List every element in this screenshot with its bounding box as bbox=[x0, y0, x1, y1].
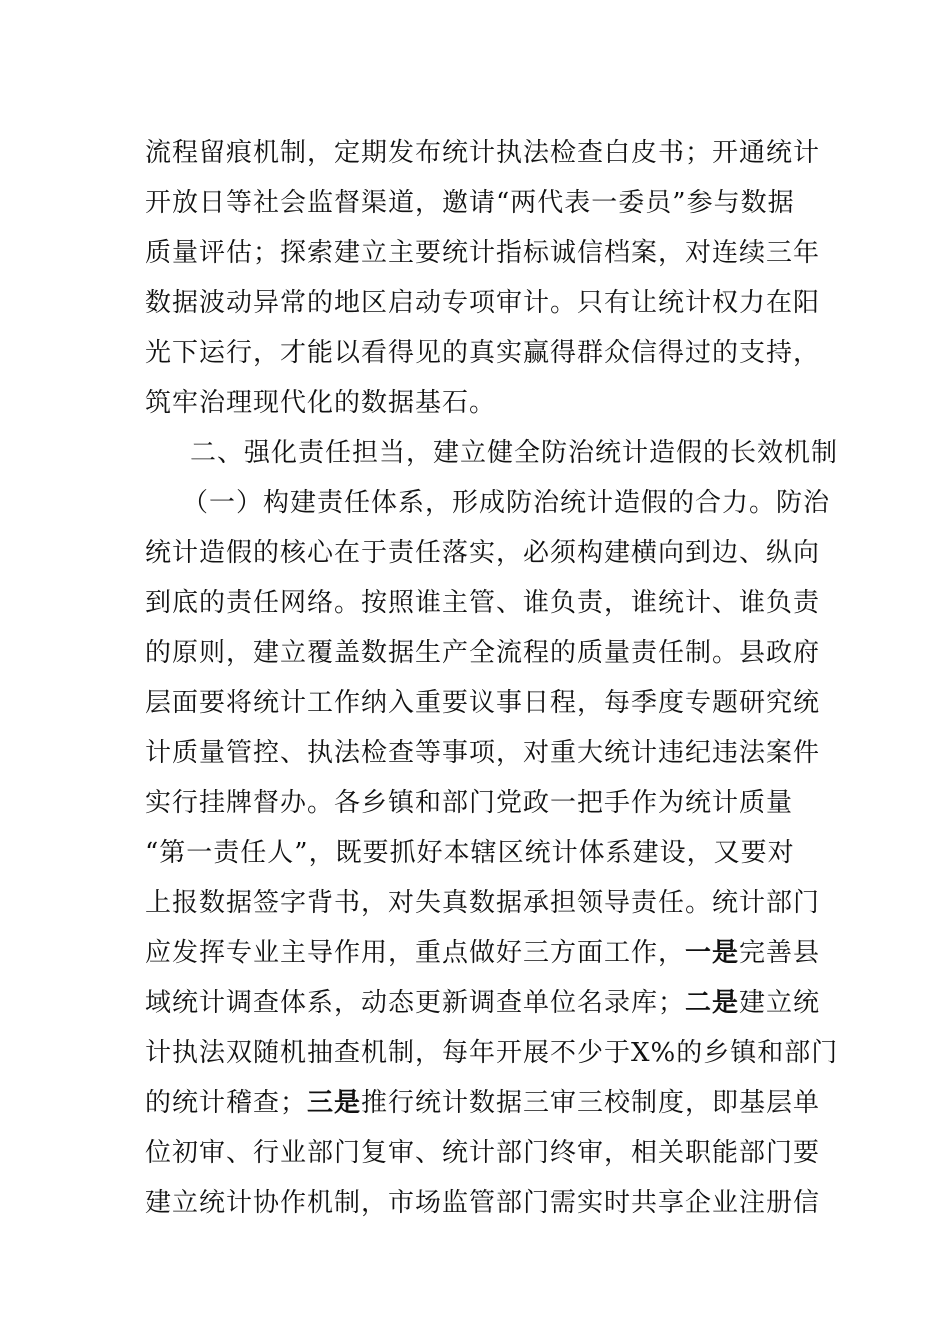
text-line: 质量评估；探索建立主要统计指标诚信档案，对连续三年 bbox=[145, 238, 821, 268]
text-line: 统计造假的核心在于责任落实，必须构建横向到边、纵向 bbox=[145, 538, 821, 568]
subsection-heading-line: （一）构建责任体系，形成防治统计造假的合力。防治 bbox=[182, 488, 831, 518]
text-line bbox=[145, 928, 820, 978]
text-line: 位初审、行业部门复审、统计部门终审，相关职能部门要 bbox=[145, 1138, 821, 1168]
text-line: 的原则，建立覆盖数据生产全流程的质量责任制。县政府 bbox=[145, 638, 821, 668]
text-line: “第一责任人”，既要抓好本辖区统计体系建设，又要对 bbox=[145, 838, 795, 868]
text-line: 流程留痕机制，定期发布统计执法检查白皮书；开通统计 bbox=[145, 138, 821, 168]
text-line: 到底的责任网络。按照谁主管、谁负责，谁统计、谁负责 bbox=[145, 588, 821, 618]
text-run: 建立统 bbox=[739, 988, 821, 1018]
emphasis-third: 三是 bbox=[307, 1088, 362, 1118]
text-line: 数据波动异常的地区启动专项审计。只有让统计权力在阳 bbox=[145, 288, 821, 318]
text-line bbox=[145, 1078, 820, 1128]
text-line: 筑牢治理现代化的数据基石。 bbox=[145, 388, 497, 418]
text-line: 计执法双随机抽查机制，每年开展不少于X%的乡镇和部门 bbox=[145, 1038, 839, 1068]
text-line: 计质量管控、执法检查等事项，对重大统计违纪违法案件 bbox=[145, 738, 821, 768]
text-run: 域统计调查体系，动态更新调查单位名录库； bbox=[145, 988, 686, 1018]
text-run: 推行统计数据三审三校制度，即基层单 bbox=[361, 1088, 821, 1118]
text-line bbox=[145, 978, 820, 1028]
text-line: 光下运行，才能以看得见的真实赢得群众信得过的支持， bbox=[145, 338, 821, 368]
text-run: 应发挥专业主导作用，重点做好三方面工作， bbox=[145, 938, 686, 968]
emphasis-second: 二是 bbox=[685, 988, 740, 1018]
text-line: 开放日等社会监督渠道，邀请“两代表一委员”参与数据 bbox=[145, 188, 795, 218]
text-line: 层面要将统计工作纳入重要议事日程，每季度专题研究统 bbox=[145, 688, 821, 718]
text-run: 完善县 bbox=[739, 938, 821, 968]
text-line: 上报数据签字背书，对失真数据承担领导责任。统计部门 bbox=[145, 888, 821, 918]
section-heading: 二、强化责任担当，建立健全防治统计造假的长效机制 bbox=[190, 438, 839, 468]
emphasis-first: 一是 bbox=[685, 938, 740, 968]
text-line: 建立统计协作机制，市场监管部门需实时共享企业注册信 bbox=[145, 1188, 821, 1218]
text-run: 的统计稽查； bbox=[145, 1088, 308, 1118]
text-line: 实行挂牌督办。各乡镇和部门党政一把手作为统计质量 bbox=[145, 788, 794, 818]
